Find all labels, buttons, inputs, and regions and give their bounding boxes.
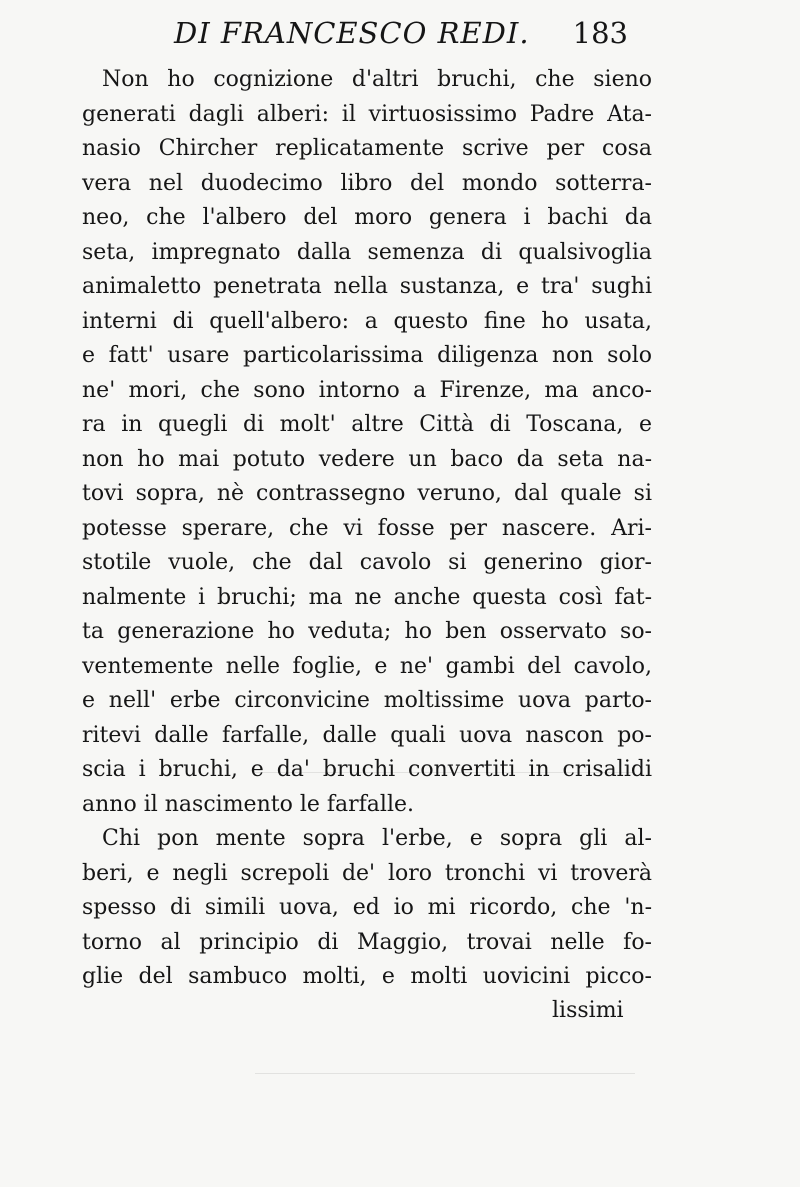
text-line: seta, impregnato dalla semenza di qualsivoglia xyxy=(82,239,652,265)
text-line: generati dagli alberi: il virtuosissimo Padre Ata- xyxy=(82,101,652,127)
text-line: scia i bruchi, e da' bruchi convertiti in crisalidi xyxy=(82,757,652,782)
text-line: glie del sambuco molti, e molti uovicini picco- xyxy=(82,964,652,989)
text-line: Chi pon mente sopra l'erbe, e sopra gli al- xyxy=(102,826,652,851)
text-line: neo, che l'albero del moro genera i bachi da xyxy=(82,205,652,230)
page-header xyxy=(0,16,800,60)
body-text xyxy=(82,63,652,995)
text-line: stotile vuole, che dal cavolo si generino gior- xyxy=(82,550,652,575)
text-line: e fatt' usare particolarissima diligenza non solo xyxy=(82,343,652,368)
text-line: interni di quell'albero: a questo fine ho usata, xyxy=(82,308,652,334)
text-line: torno al principio di Maggio, trovai nelle fo- xyxy=(82,929,652,955)
text-line: Non ho cognizione d'altri bruchi, che sieno xyxy=(102,67,652,92)
text-line: beri, e negli screpoli de' loro tronchi vi troverà xyxy=(82,860,652,886)
text-line: anno il nascimento le farfalle. xyxy=(82,791,414,817)
text-line: ventemente nelle foglie, e ne' gambi del cavolo, xyxy=(82,653,652,679)
text-line: vera nel duodecimo libro del mondo sotterra- xyxy=(82,170,652,196)
text-line: nalmente i bruchi; ma ne anche questa così fat- xyxy=(82,584,652,610)
page-number: 183 xyxy=(572,16,628,50)
text-line: non ho mai potuto vedere un baco da seta na- xyxy=(82,446,652,472)
text-line: ne' mori, che sono intorno a Firenze, ma anco- xyxy=(82,377,652,403)
text-line: tovi sopra, nè contrassegno veruno, dal quale si xyxy=(82,481,652,506)
text-line: ritevi dalle farfalle, dalle quali uova nascon po- xyxy=(82,722,652,748)
text-line: ra in quegli di molt' altre Città di Toscana, e xyxy=(82,412,652,437)
running-head: DI FRANCESCO REDI. xyxy=(174,16,530,50)
text-line: spesso di simili uova, ed io mi ricordo, che 'n- xyxy=(82,895,652,920)
catchword: lissimi xyxy=(552,998,624,1023)
text-line: animaletto penetrata nella sustanza, e tra' sughi xyxy=(82,274,652,299)
text-line: potesse sperare, che vi fosse per nascere. Ari- xyxy=(82,515,652,541)
text-line: nasio Chircher replicatamente scrive per cosa xyxy=(82,136,652,161)
text-line: ta generazione ho veduta; ho ben osservato so- xyxy=(82,619,652,644)
text-line: e nell' erbe circonvicine moltissime uova parto- xyxy=(82,688,652,713)
